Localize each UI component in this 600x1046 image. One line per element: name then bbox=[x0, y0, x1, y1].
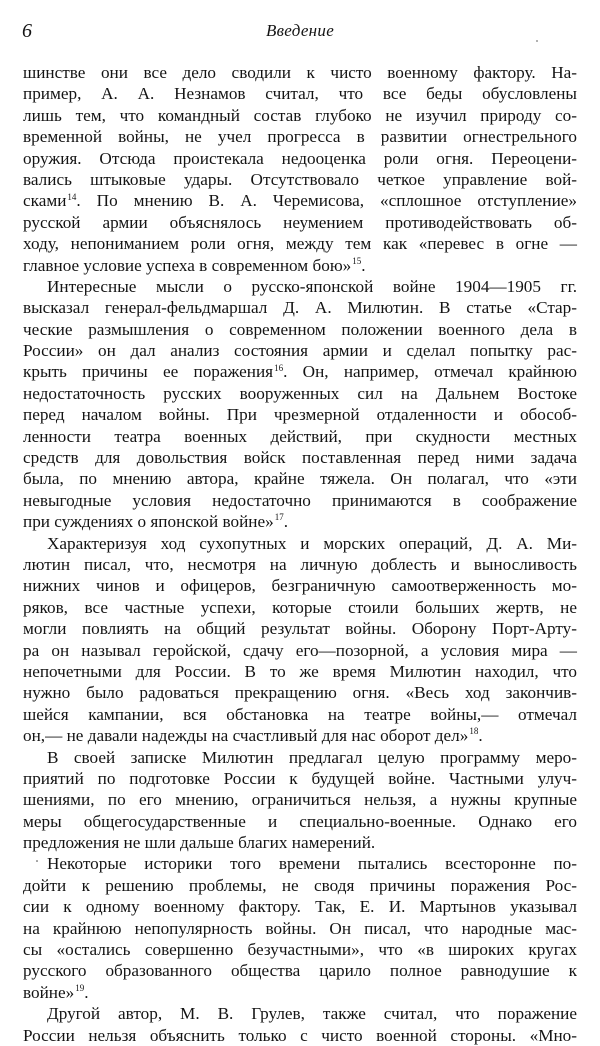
text-line bbox=[23, 190, 577, 211]
text-line bbox=[23, 960, 577, 981]
line-text: могли повлиять на общий результат войны. Оборону Порт-Арту- bbox=[23, 619, 577, 639]
text-line bbox=[23, 361, 577, 382]
line-text: Характеризуя ход сухопутных и морских операций, Д. А. Ми- bbox=[47, 533, 577, 553]
line-text: русской армии объяснялось неумением противодействовать об- bbox=[23, 212, 577, 232]
text-line bbox=[23, 1025, 577, 1046]
line-text-continuation: . bbox=[84, 982, 89, 1002]
text-line bbox=[23, 618, 577, 639]
line-text: ленности театра военных действий, при скудности местных bbox=[23, 426, 577, 446]
line-text: средств для довольствия войск поставленная перед ними задача bbox=[23, 448, 577, 468]
footnote-marker: 19 bbox=[75, 983, 85, 994]
text-line bbox=[23, 447, 577, 468]
text-line bbox=[23, 105, 577, 126]
text-line bbox=[23, 982, 577, 1003]
line-text: сками bbox=[23, 191, 67, 211]
text-line bbox=[23, 426, 577, 447]
text-line bbox=[23, 918, 577, 939]
line-text: шинстве они все дело сводили к чисто военному фактору. На- bbox=[23, 63, 577, 82]
line-text: Интересные мысли о русско-японской войне 1904—1905 гг. bbox=[47, 276, 577, 296]
text-line bbox=[23, 297, 577, 318]
text-line bbox=[23, 789, 577, 810]
text-line bbox=[23, 62, 577, 83]
text-line bbox=[23, 83, 577, 104]
text-line bbox=[23, 340, 577, 361]
line-text: невыгодные условия недостаточно принимаются в соображение bbox=[23, 490, 577, 510]
line-text: недостаточность русских вооруженных сил на Дальнем Востоке bbox=[23, 383, 577, 403]
line-text: на крайнюю непопулярность войны. Он писал, что народные мас- bbox=[23, 918, 577, 938]
line-text: при суждениях о японской войне» bbox=[23, 512, 274, 532]
line-text: дойти к решению проблемы, не сводя причины поражения Рос- bbox=[23, 875, 577, 895]
text-line bbox=[23, 255, 577, 276]
line-text: войне» bbox=[23, 982, 75, 1002]
line-text-continuation: . По мнению В. А. Черемисова, «сплошное отступление» bbox=[76, 191, 577, 211]
text-line bbox=[23, 811, 577, 832]
text-line bbox=[23, 704, 577, 725]
line-text: пример, А. А. Незнамов считал, что все беды обусловлены bbox=[23, 84, 577, 104]
line-text: была, по мнению автора, крайне тяжела. Он полагал, что «эти bbox=[23, 469, 577, 489]
line-text: шениями, по его мнению, ограничиться нельзя, а нужны крупные bbox=[23, 790, 577, 810]
text-line bbox=[23, 126, 577, 147]
line-text: перед началом войны. При чрезмерной отдаленности и обособ- bbox=[23, 405, 577, 425]
line-text: приятий по подготовке России к будущей войне. Частными улуч- bbox=[23, 768, 577, 788]
line-text: нужно было радоваться прекращению огня. «Весь ход закончив- bbox=[23, 683, 577, 703]
footnote-marker: 17 bbox=[274, 512, 284, 523]
line-text: вались штыковые удары. Отсутствовало четкое управление вой- bbox=[23, 169, 577, 189]
text-line bbox=[23, 747, 577, 768]
text-line bbox=[23, 832, 577, 853]
line-text: меры общегосударственные и специально-военные. Однако его bbox=[23, 811, 577, 831]
text-line bbox=[23, 575, 577, 596]
line-text: непочетными для России. В то же время Милютин находил, что bbox=[23, 661, 577, 681]
text-line bbox=[23, 725, 577, 746]
footnote-marker: 16 bbox=[274, 362, 284, 373]
line-text: России нельзя объяснить только с чисто военной стороны. «Мно- bbox=[23, 1025, 577, 1045]
text-line bbox=[23, 682, 577, 703]
text-line bbox=[23, 939, 577, 960]
line-text: ходу, непониманием роли огня, между тем как «перевес в огне — bbox=[23, 234, 577, 254]
scan-speck bbox=[36, 860, 38, 862]
text-line bbox=[23, 490, 577, 511]
running-title: Введение bbox=[265, 21, 335, 40]
text-line bbox=[23, 148, 577, 169]
footnote-marker: 18 bbox=[469, 726, 479, 737]
text-line bbox=[23, 276, 577, 297]
text-line bbox=[23, 383, 577, 404]
line-text: он,— не давали надежды на счастливый для нас оборот дел» bbox=[23, 726, 469, 746]
scan-speck bbox=[536, 40, 538, 42]
line-text-continuation: . bbox=[283, 512, 288, 532]
text-line bbox=[23, 212, 577, 233]
footnote-marker: 15 bbox=[352, 255, 362, 266]
text-line bbox=[23, 1003, 577, 1024]
line-text: крыть причины ее поражения bbox=[23, 362, 274, 382]
line-text-continuation: . bbox=[478, 726, 483, 746]
line-text: ряков, все частные успехи, которые стоили больших жертв, не bbox=[23, 597, 577, 617]
text-line bbox=[23, 875, 577, 896]
line-text: ческие размышления о современном положении военного дела в bbox=[23, 319, 577, 339]
line-text-continuation: . Он, например, отмечал крайнюю bbox=[283, 362, 577, 382]
line-text: шейся кампании, вся обстановка на театре войны,— отмечал bbox=[23, 704, 577, 724]
line-text: ра он называл геройской, сдачу его—позорной, а условия мира — bbox=[23, 640, 577, 660]
text-line bbox=[23, 404, 577, 425]
text-line bbox=[23, 661, 577, 682]
text-line bbox=[23, 554, 577, 575]
text-line bbox=[23, 468, 577, 489]
body-text bbox=[23, 62, 577, 1046]
line-text-continuation: . bbox=[361, 255, 366, 275]
line-text: сы «остались совершенно безучастными», что «в широких кругах bbox=[23, 940, 577, 960]
line-text: предложения не шли дальше благих намерений. bbox=[23, 833, 376, 853]
line-text: высказал генерал-фельдмаршал Д. А. Милютин. В статье «Стар- bbox=[23, 298, 577, 318]
page-header bbox=[22, 20, 578, 46]
line-text: лютин писал, что, несмотря на личную доблесть и выносливость bbox=[23, 554, 577, 574]
text-line bbox=[23, 768, 577, 789]
line-text: оружия. Отсюда проистекала недооценка роли огня. Переоцени- bbox=[23, 148, 577, 168]
line-text: Некоторые историки того времени пытались всесторонне по- bbox=[47, 854, 577, 874]
line-text: сии к одному военному фактору. Так, Е. И. Мартынов указывал bbox=[23, 897, 577, 917]
line-text: Другой автор, М. В. Грулев, также считал, что поражение bbox=[47, 1004, 577, 1024]
text-line bbox=[23, 511, 577, 532]
footnote-marker: 14 bbox=[67, 191, 77, 202]
line-text: лишь тем, что командный состав глубоко не изучил природу со- bbox=[23, 105, 577, 125]
text-line bbox=[23, 597, 577, 618]
text-line bbox=[23, 533, 577, 554]
text-line bbox=[23, 319, 577, 340]
line-text: В своей записке Милютин предлагал целую программу меро- bbox=[47, 747, 577, 767]
text-line bbox=[23, 640, 577, 661]
page-number: 6 bbox=[22, 20, 32, 42]
line-text: русского образованного общества царило полное равнодушие к bbox=[23, 961, 577, 981]
text-line bbox=[23, 233, 577, 254]
line-text: нижних чинов и офицеров, безграничную самоотверженность мо- bbox=[23, 576, 577, 596]
line-text: России» он дал анализ состояния армии и сделал попытку рас- bbox=[23, 341, 577, 361]
line-text: главное условие успеха в современном бою» bbox=[23, 255, 352, 275]
text-line bbox=[23, 169, 577, 190]
text-line bbox=[23, 853, 577, 874]
line-text: временной войны, не учел прогресса в развитии огнестрельного bbox=[23, 127, 577, 147]
text-line bbox=[23, 896, 577, 917]
